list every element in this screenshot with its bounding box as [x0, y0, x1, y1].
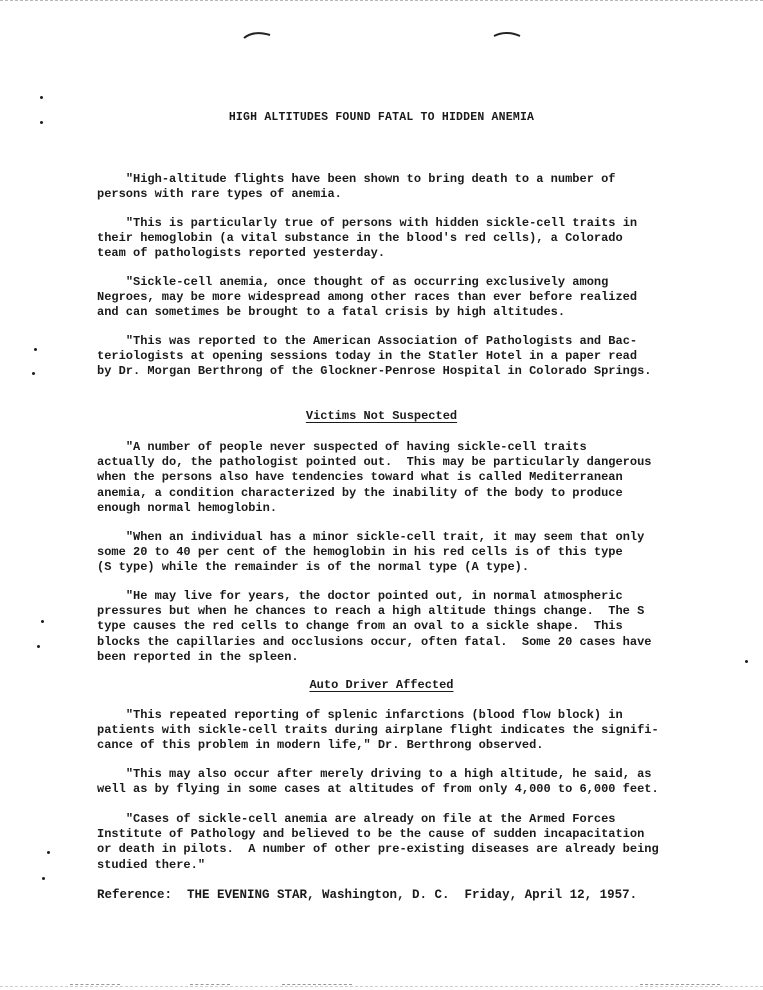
section-heading: [0, 409, 763, 423]
staple-mark-right: [490, 28, 530, 42]
scan-speck: [47, 851, 50, 854]
scan-artifact: [640, 984, 720, 985]
section-heading-text: Auto Driver Affected: [309, 678, 454, 692]
paragraph: "When an individual has a minor sickle-cell trait, it may seem that only some 20 to 40 per cent of the hemoglobin in his red cells is of this type (S type) while the remainder is of the normal type (A type).: [97, 530, 645, 575]
scan-speck: [32, 372, 35, 375]
paragraph: "Sickle-cell anemia, once thought of as occurring exclusively among Negroes, may be more widespread among other races than ever before realized and can sometimes be brought to a fatal crisis by high altitudes.: [97, 275, 638, 320]
scan-artifact: [70, 984, 120, 985]
scan-speck: [34, 348, 37, 351]
paragraph: "This repeated reporting of splenic infarctions (blood flow block) in patients with sickle-cell traits during airplane flight indicates the signifi- cance of this problem in modern life," Dr. Berthrong observed.: [97, 708, 659, 753]
section-heading-text: Victims Not Suspected: [305, 409, 458, 423]
document-title: HIGH ALTITUDES FOUND FATAL TO HIDDEN ANEMIA: [228, 111, 535, 124]
paragraph: "Cases of sickle-cell anemia are already on file at the Armed Forces Institute of Pathology and believed to be the cause of sudden incapacitation or death in pilots. A number of other pre-existing diseases are already being studied there.": [97, 812, 659, 872]
paragraph: "This is particularly true of persons with hidden sickle-cell traits in their hemoglobin (a vital substance in the blood's red cells), a Colorado team of pathologists reported yesterday.: [97, 216, 638, 261]
staple-mark-left: [240, 28, 280, 42]
scan-speck: [37, 645, 40, 648]
paragraph: "This may also occur after merely driving to a high altitude, he said, as well as by flying in some cases at altitudes of from only 4,000 to 6,000 feet.: [97, 767, 659, 797]
scan-speck: [41, 620, 44, 623]
scan-artifact: [190, 984, 230, 985]
page-top-edge: [0, 0, 763, 1]
paragraph: "He may live for years, the doctor pointed out, in normal atmospheric pressures but when he chances to reach a high altitude things change. The S type causes the red cells to change from an oval to a sickle shape. This blocks the capillaries and occlusions occur, often fatal. Some 20 cases have been reported in the spleen.: [97, 589, 652, 664]
scan-artifact: [282, 984, 352, 985]
scan-speck: [745, 660, 748, 663]
scan-speck: [40, 96, 43, 99]
paragraph: "This was reported to the American Association of Pathologists and Bac- teriologists at opening sessions today in the Statler Hotel in a paper read by Dr. Morgan Berthrong of the Glockner-Penrose Hospital in Colorado Springs.: [97, 334, 652, 379]
page-bottom-edge: [0, 986, 763, 987]
paragraph: "High-altitude flights have been shown to bring death to a number of persons with rare types of anemia.: [97, 172, 616, 202]
paragraph: "A number of people never suspected of having sickle-cell traits actually do, the pathologist pointed out. This may be particularly dangerous when the persons also have tendencies toward what is called Mediterranean anemia, a condition characterized by the inability of the body to produce enough normal hemoglobin.: [97, 440, 652, 515]
reference-line: Reference: THE EVENING STAR, Washington, D. C. Friday, April 12, 1957.: [97, 888, 638, 902]
scan-speck: [42, 877, 45, 880]
section-heading: [0, 678, 763, 692]
